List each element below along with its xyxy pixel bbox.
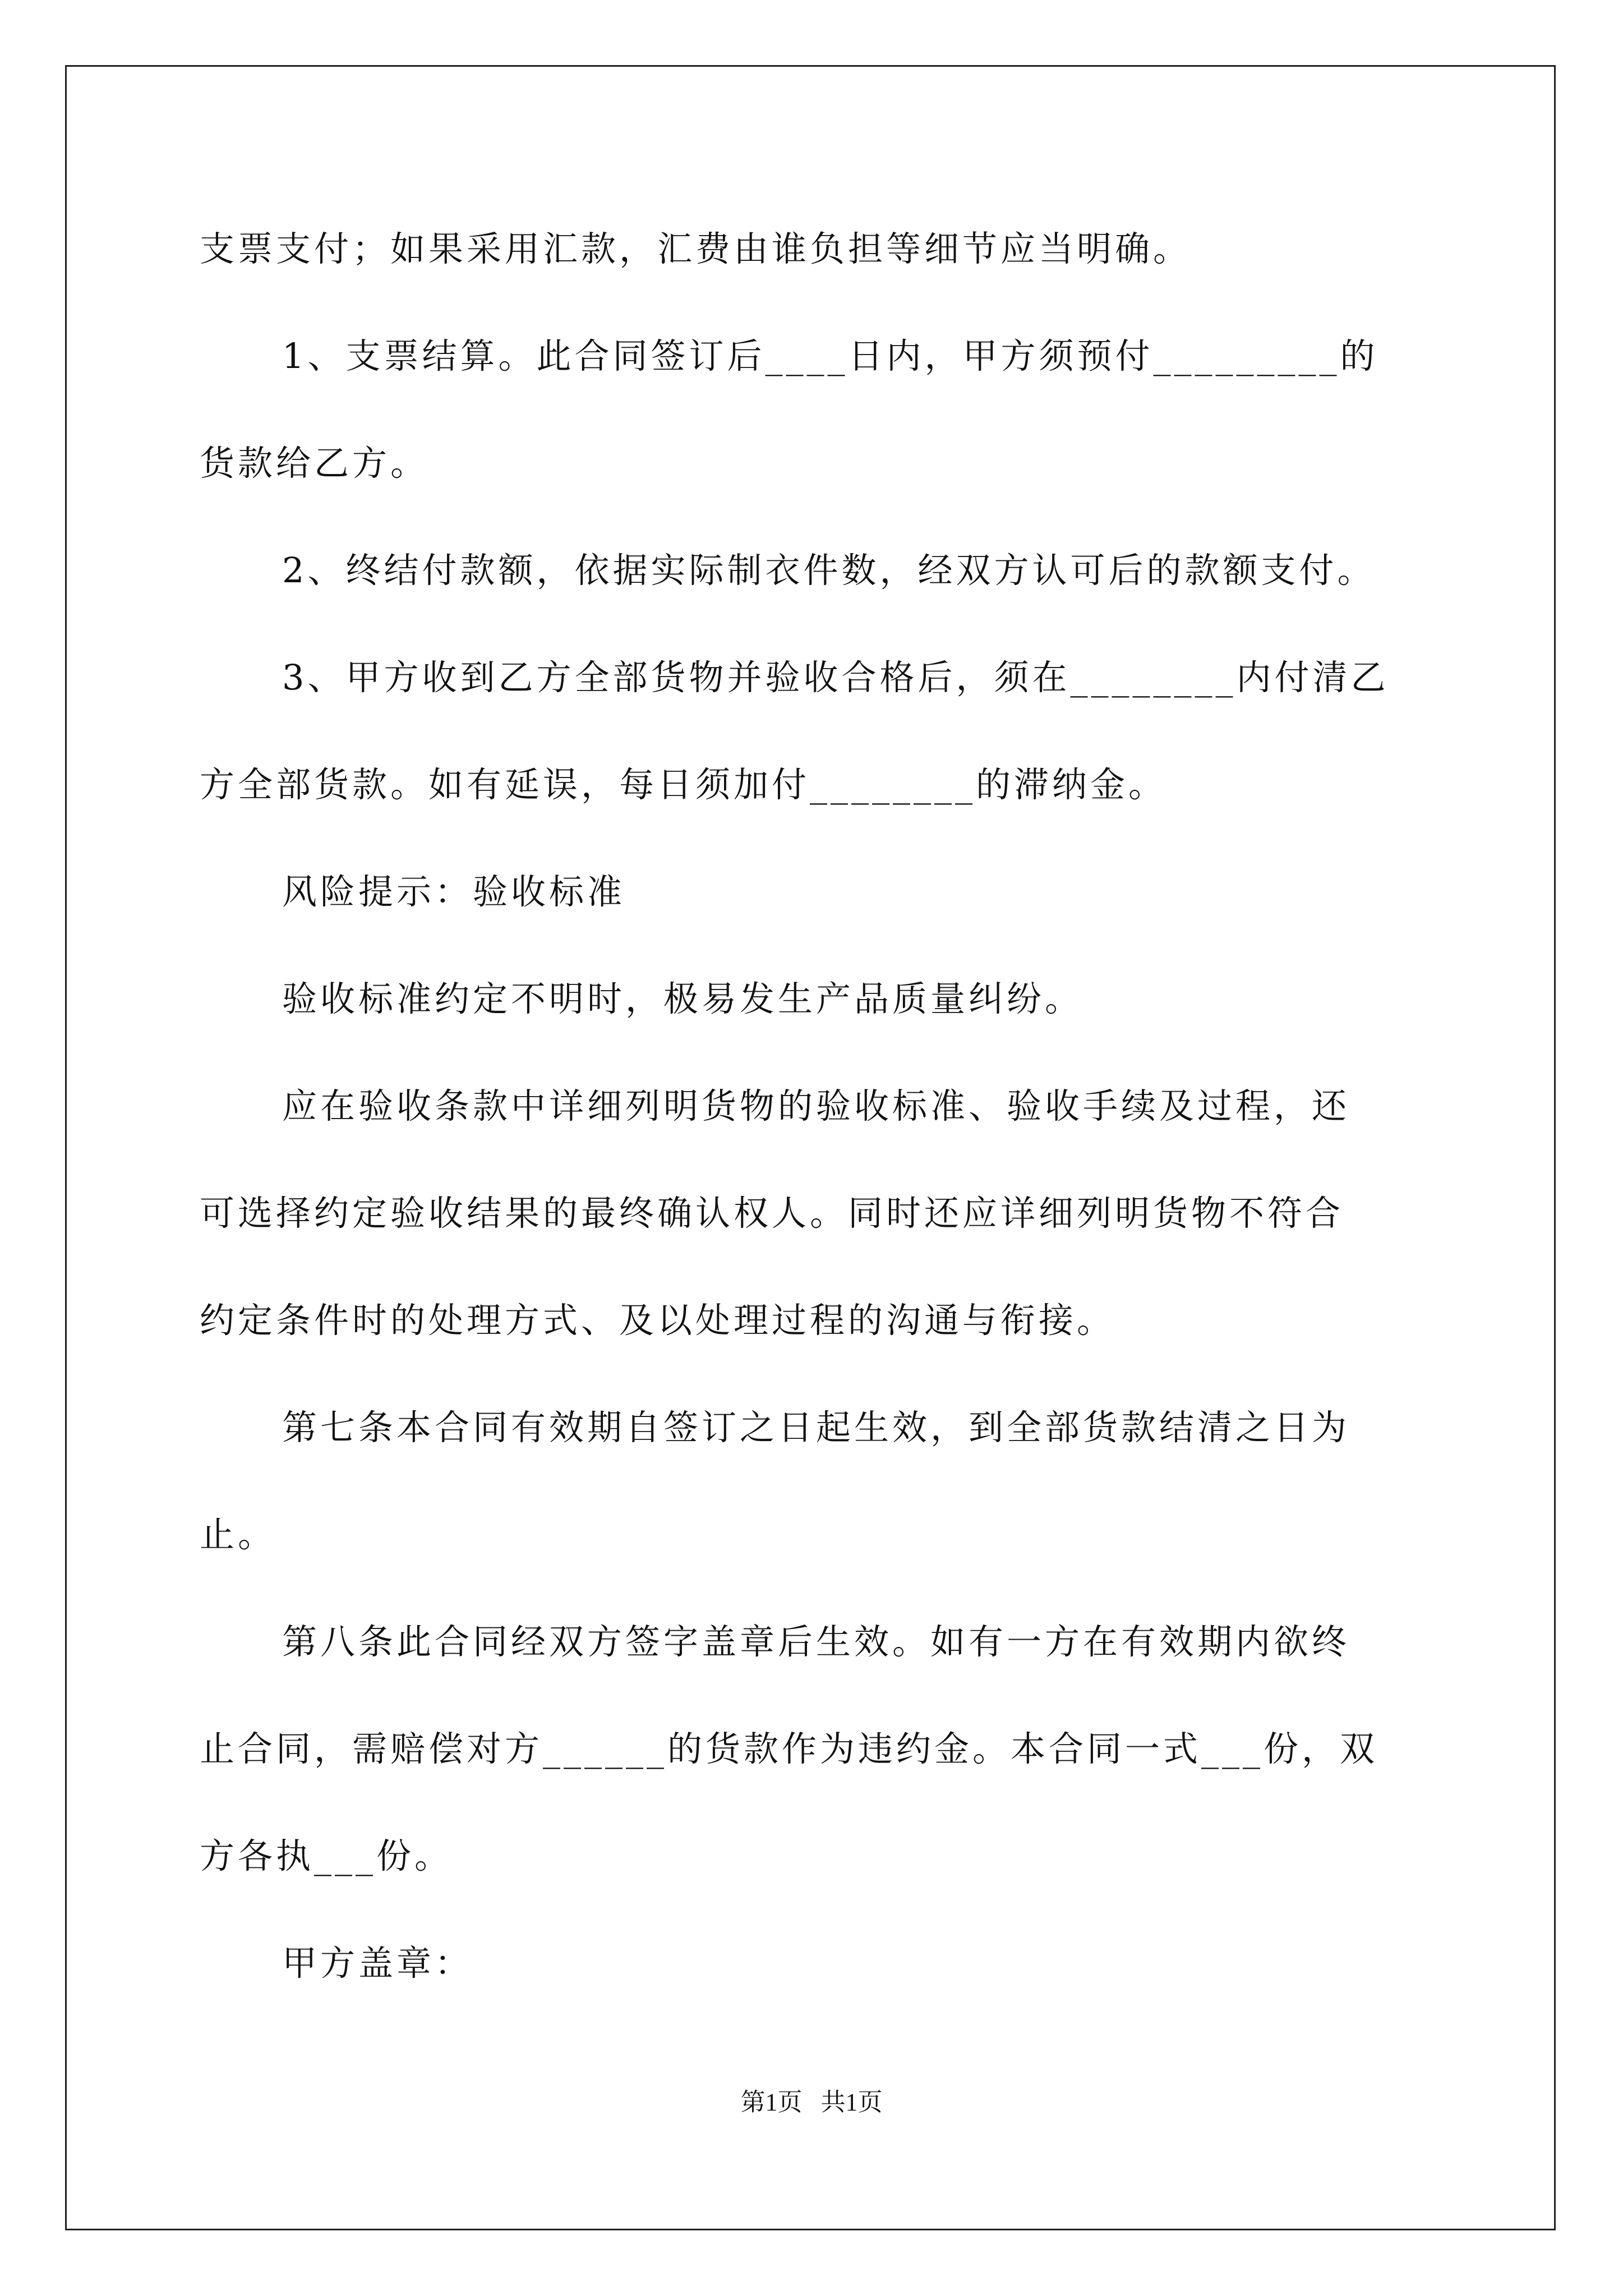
text-line: 第七条本合同有效期自签订之日起生效，到全部货款结清之日为 [282, 1407, 1350, 1448]
text-line: 约定条件时的处理方式、及以处理过程的沟通与衔接。 [200, 1300, 1115, 1341]
page-border [65, 65, 1556, 2230]
signature-label: 甲方盖章： [282, 1943, 473, 1984]
text-line: 验收标准约定不明时，极易发生产品质量纠纷。 [282, 978, 1083, 1019]
text-line: 方全部货款。如有延误，每日须加付________的滞纳金。 [200, 764, 1167, 805]
text-line: 1、支票结算。此合同签订后____日内，甲方须预付_________的 [282, 335, 1378, 376]
text-line: 止。 [200, 1514, 276, 1555]
text-line: 支票支付；如果采用汇款，汇费由谁负担等细节应当明确。 [200, 228, 1192, 269]
text-line: 可选择约定验收结果的最终确认权人。同时还应详细列明货物不符合 [200, 1193, 1344, 1234]
text-line: 方各执___份。 [200, 1835, 453, 1876]
text-line: 2、终结付款额，依据实际制衣件数，经双方认可后的款额支付。 [282, 550, 1376, 591]
text-line: 第八条此合同经双方签字盖章后生效。如有一方在有效期内欲终 [282, 1621, 1350, 1662]
text-line: 3、甲方收到乙方全部货物并验收合格后，须在________内付清乙 [282, 657, 1389, 698]
text-line: 风险提示：验收标准 [282, 871, 626, 912]
page-number: 第1页 共1页 [740, 2088, 883, 2116]
text-line: 止合同，需赔偿对方______的货款作为违约金。本合同一式___份，双 [200, 1728, 1378, 1769]
text-line: 应在验收条款中详细列明货物的验收标准、验收手续及过程，还 [282, 1085, 1350, 1126]
text-line: 货款给乙方。 [200, 443, 429, 484]
